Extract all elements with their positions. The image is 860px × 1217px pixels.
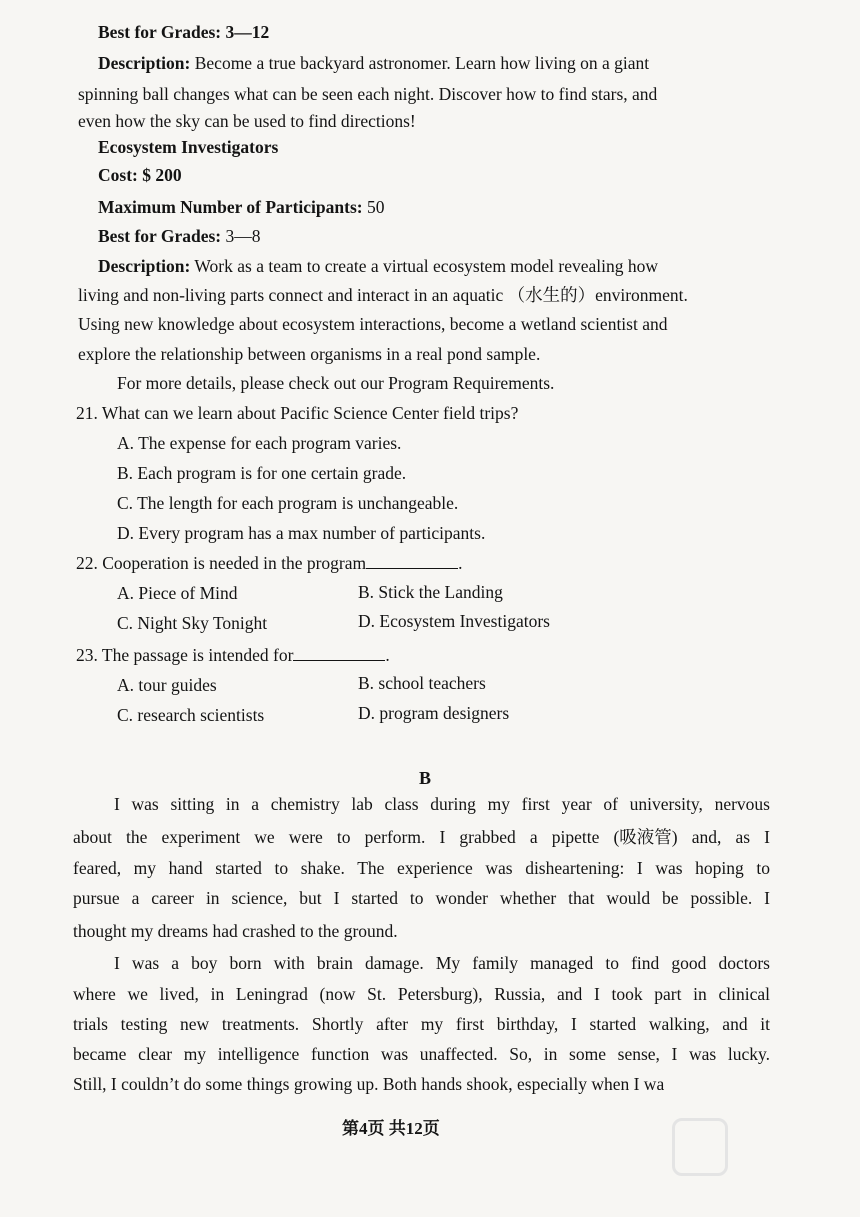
- q21-option-c: C. The length for each program is unchangeable.: [117, 493, 459, 513]
- q22-option-a: A. Piece of Mind: [117, 583, 238, 603]
- q22-option-d: D. Ecosystem Investigators: [358, 611, 550, 631]
- q21-option-a: A. The expense for each program varies.: [117, 433, 402, 453]
- q23-stem: 23. The passage is intended for .: [76, 645, 390, 665]
- passage-p1-line5: thought my dreams had crashed to the ground.: [73, 921, 398, 941]
- q23-option-d: D. program designers: [358, 703, 510, 723]
- q22-answer-blank: [366, 556, 458, 569]
- page-footer: 第4页 共12页: [342, 1119, 440, 1138]
- program2-desc-line4: explore the relationship between organisms in a real pond sample.: [78, 344, 541, 364]
- q23-option-c: C. research scientists: [117, 705, 265, 725]
- q21-option-b: B. Each program is for one certain grade.: [117, 463, 407, 483]
- q23-option-b: B. school teachers: [358, 673, 486, 693]
- q21-option-d: D. Every program has a max number of participants.: [117, 523, 486, 543]
- passage-p1-line3: feared, my hand started to shake. The experience was disheartening: I was hoping to: [73, 858, 770, 878]
- program1-grades: Best for Grades: 3—12: [98, 22, 270, 42]
- q22-stem: 22. Cooperation is needed in the program .: [76, 553, 463, 573]
- program2-desc-line3: Using new knowledge about ecosystem interactions, become a wetland scientist and: [78, 314, 668, 334]
- program1-desc-line2: spinning ball changes what can be seen each night. Discover how to find stars, and: [78, 84, 658, 104]
- q23-answer-blank: [293, 648, 385, 661]
- q22-option-c: C. Night Sky Tonight: [117, 613, 268, 633]
- passage-p2-line1: I was a boy born with brain damage. My family managed to find good doctors: [114, 953, 770, 973]
- program2-desc-line2: living and non-living parts connect and interact in an aquatic （水生的）environment.: [78, 285, 688, 305]
- q21-stem: 21. What can we learn about Pacific Science Center field trips?: [76, 403, 519, 423]
- q22-option-b: B. Stick the Landing: [358, 582, 503, 602]
- program2-max: Maximum Number of Participants: 50: [98, 197, 385, 217]
- program1-desc-line3: even how the sky can be used to find directions!: [78, 111, 416, 131]
- program2-cost: Cost: $ 200: [98, 165, 182, 185]
- passage-p2-line3: trials testing new treatments. Shortly after my first birthday, I started walking, and it: [73, 1014, 770, 1034]
- program2-desc-line1: Description: Work as a team to create a virtual ecosystem model revealing how: [98, 256, 659, 276]
- passage-p1-line2: about the experiment we were to perform. I grabbed a pipette (吸液管) and, as I: [73, 827, 770, 847]
- passage-p1-line4: pursue a career in science, but I started to wonder whether that would be possible. I: [73, 888, 770, 908]
- program2-grades: Best for Grades: 3—8: [98, 226, 261, 246]
- program1-desc-line1: Description: Become a true backyard astronomer. Learn how living on a giant: [98, 53, 650, 73]
- passage-p2-line5: Still, I couldn’t do some things growing up. Both hands shook, especially when I wa: [73, 1074, 665, 1094]
- passage-p2-line4: became clear my intelligence function was unaffected. So, in some sense, I was lucky.: [73, 1044, 770, 1064]
- program2-title: Ecosystem Investigators: [98, 137, 279, 157]
- section-heading: B: [419, 768, 432, 788]
- watermark-logo: [672, 1118, 728, 1176]
- q23-option-a: A. tour guides: [117, 675, 217, 695]
- passage-p2-line2: where we lived, in Leningrad (now St. Petersburg), Russia, and I took part in clinical: [73, 984, 770, 1004]
- more-details: For more details, please check out our Program Requirements.: [117, 373, 555, 393]
- passage-p1-line1: I was sitting in a chemistry lab class during my first year of university, nervous: [114, 794, 770, 814]
